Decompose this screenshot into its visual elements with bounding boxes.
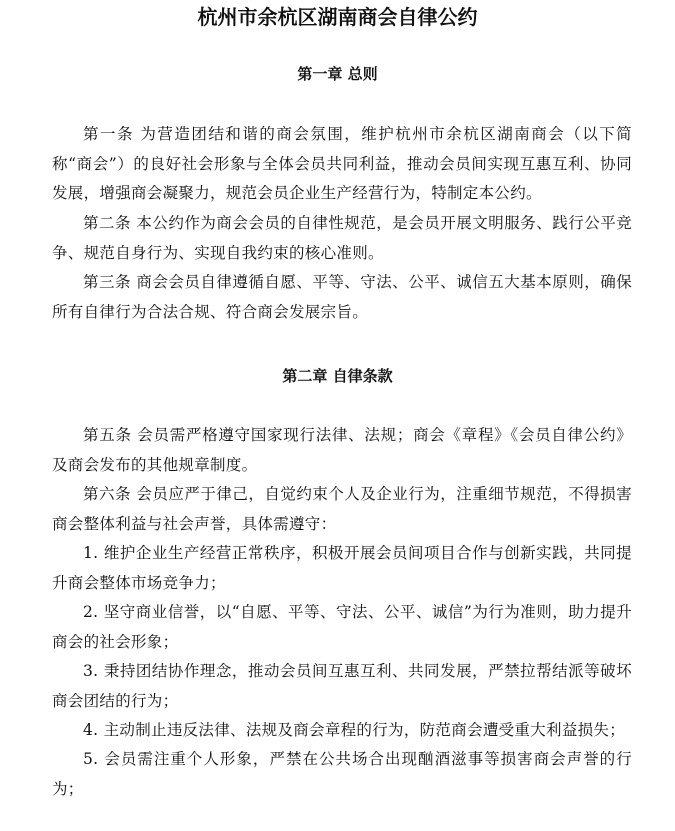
article-3: 第三条 商会会员自律遵循自愿、平等、守法、公平、诚信五大基本原则，确保所有自律行为合法合规、符合商会发展宗旨。 <box>52 273 632 321</box>
list-item-3: 3. 秉持团结协作理念，推动会员间互惠互利、共同发展，严禁拉帮结派等破坏商会团结的行为； <box>52 662 632 710</box>
document-title: 杭州市余杭区湖南商会自律公约 <box>197 5 478 29</box>
chapter-1-heading: 第一章 总则 <box>297 65 378 83</box>
article-1: 第一条 为营造团结和谐的商会氛围，维护杭州市余杭区湖南商会（以下简称“商会”）的良好社会形象与全体会员共同利益，推动会员间实现互惠互利、协同发展，增强商会凝聚力，规范会员企业生产经营行为，特制定本公约。 <box>52 125 632 202</box>
article-5: 第五条 会员需严格遵守国家现行法律、法规；商会《章程》《会员自律公约》及商会发布的其他规章制度。 <box>52 426 632 474</box>
article-2: 第二条 本公约作为商会会员的自律性规范，是会员开展文明服务、践行公平竞争、规范自身行为、实现自我约束的核心准则。 <box>52 214 632 262</box>
article-6: 第六条 会员应严于律己，自觉约束个人及企业行为，注重细节规范，不得损害商会整体利益与社会声誉，具体需遵守： <box>52 485 632 533</box>
list-item-2: 2. 坚守商业信誉，以“自愿、平等、守法、公平、诚信”为行为准则，助力提升商会的社会形象； <box>52 603 632 651</box>
list-item-5: 5. 会员需注重个人形象，严禁在公共场合出现酗酒滋事等损害商会声誉的行为； <box>52 750 632 798</box>
list-item-4: 4. 主动制止违反法律、法规及商会章程的行为，防范商会遭受重大利益损失； <box>83 721 626 739</box>
list-item-1: 1. 维护企业生产经营正常秩序，积极开展会员间项目合作与创新实践，共同提升商会整体市场竞争力； <box>52 544 632 592</box>
chapter-2-heading: 第二章 自律条款 <box>282 367 393 385</box>
